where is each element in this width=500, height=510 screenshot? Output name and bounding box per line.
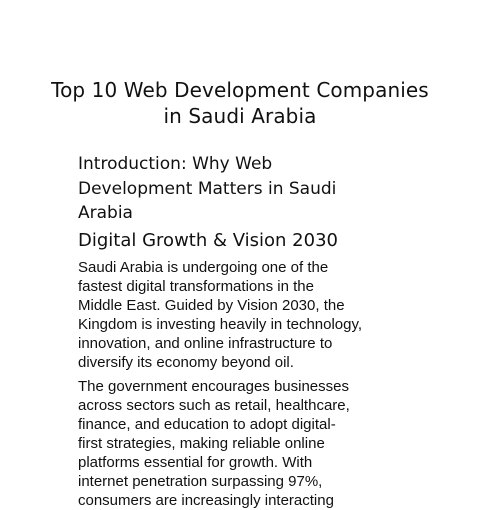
section-heading-line-1: Introduction: Why Web	[78, 154, 273, 174]
section-heading-line-3: Arabia	[78, 203, 133, 223]
paragraph-line: diversify its economy beyond oil.	[78, 354, 294, 371]
paragraph-line: consumers are increasingly interacting	[78, 492, 334, 509]
paragraph-digital-transformation	[78, 258, 388, 372]
paragraph-line: Saudi Arabia is undergoing one of the	[78, 259, 329, 276]
paragraph-line: internet penetration surpassing 97%,	[78, 473, 323, 490]
paragraph-government-strategy	[78, 377, 388, 510]
paragraph-line: first strategies, making reliable online	[78, 435, 325, 452]
section-heading-line-2: Development Matters in Saudi	[78, 178, 337, 199]
paragraph-line: finance, and education to adopt digital-	[78, 416, 336, 433]
paragraph-line: across sectors such as retail, healthcare,	[78, 397, 350, 414]
document-title	[20, 77, 460, 129]
paragraph-line: The government encourages businesses	[78, 378, 349, 395]
paragraph-line: innovation, and online infrastructure to	[78, 335, 333, 352]
paragraph-line: fastest digital transformations in the	[78, 278, 314, 295]
paragraph-line: Middle East. Guided by Vision 2030, the	[78, 297, 345, 314]
section-heading-introduction	[78, 152, 398, 226]
document-title-line-2: in Saudi Arabia	[163, 104, 317, 128]
sub-heading-digital-growth: Digital Growth & Vision 2030	[78, 230, 338, 251]
paragraph-line: Kingdom is investing heavily in technology,	[78, 316, 363, 333]
paragraph-line: platforms essential for growth. With	[78, 454, 313, 471]
document-title-line-1: Top 10 Web Development Companies	[51, 78, 429, 102]
